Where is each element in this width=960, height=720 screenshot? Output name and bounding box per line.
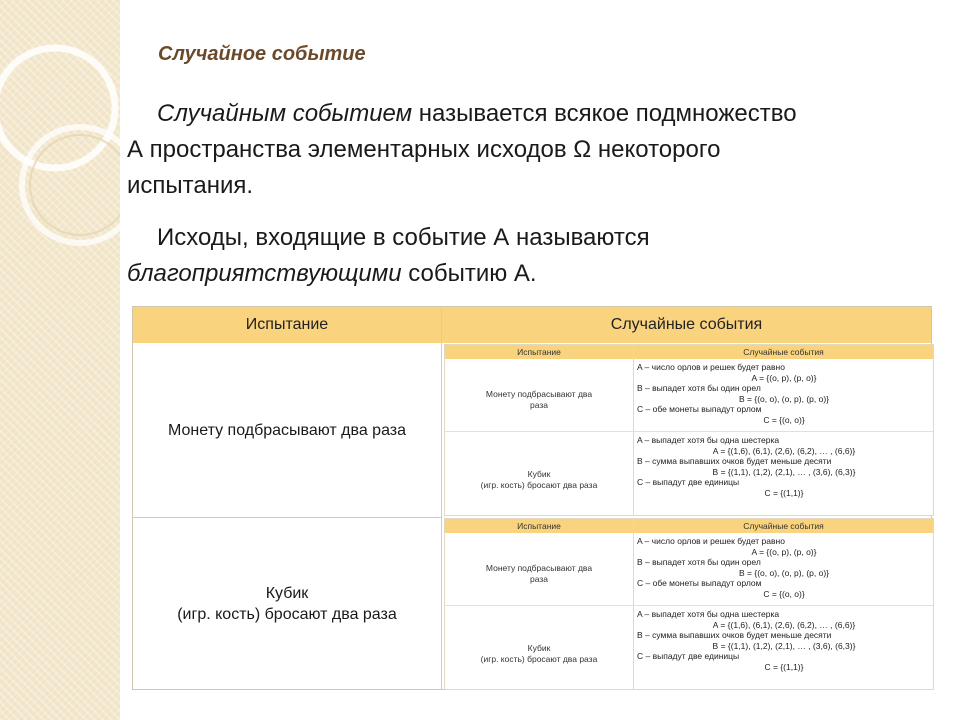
row-die-label: Кубик (игр. кость) бросают два раза	[177, 584, 397, 623]
table-header	[133, 307, 931, 343]
definition-paragraph: Случайным событием называется всякое подмножество А пространства элементарных исходов Ω некоторого испытания.	[127, 100, 797, 199]
embedded-coin-label: Монету подбрасывают два раза	[485, 563, 593, 584]
embedded-table-1	[444, 344, 934, 516]
embedded-coin-label: Монету подбрасывают два раза	[485, 389, 593, 410]
header-random-events: Случайные события	[610, 316, 763, 333]
header-trial: Испытание	[245, 316, 329, 333]
favorable-outcomes-paragraph: Исходы, входящие в событие А называются благоприятствующими событию А.	[127, 224, 650, 287]
coin-events-text: A – число орлов и решек будет равно A = {(о, р), (р, о)} B – выпадет хотя бы один орел B = {(о, о), (о, р), (р, о)} C – обе монеты выпадут орлом C = {(о, о)}	[637, 362, 829, 425]
row-coin-label: Монету подбрасывают два раза	[167, 421, 407, 439]
embedded-die-label: Кубик (игр. кость) бросают два раза	[480, 469, 598, 490]
slide-title: Случайное событие	[158, 43, 366, 65]
embedded-table-2	[444, 518, 934, 690]
decorative-rings	[0, 0, 120, 720]
term-random-event: Случайным событием	[157, 100, 413, 127]
embedded-table-header: Испытание Случайные события	[445, 519, 933, 533]
embedded-die-label: Кубик (игр. кость) бросают два раза	[480, 643, 598, 664]
decorative-side-panel	[0, 0, 120, 720]
embedded-table-header: Испытание Случайные события	[445, 345, 933, 359]
term-favorable: благоприятствующими	[127, 260, 402, 287]
die-events-text: A – выпадет хотя бы одна шестерка A = {(1,6), (6,1), (2,6), (6,2), … , (6,6)} B – сумма выпавших очков будет меньше десяти B = {(1,1), (1,2), (2,1), … , (3,6), (6,3)} C – выпадут две единицы C = {(1,1)}	[637, 609, 856, 672]
coin-events-text: A – число орлов и решек будет равно A = {(о, р), (р, о)} B – выпадет хотя бы один орел B = {(о, о), (о, р), (р, о)} C – обе монеты выпадут орлом C = {(о, о)}	[637, 536, 829, 599]
column-divider	[441, 307, 442, 689]
die-events-text: A – выпадет хотя бы одна шестерка A = {(1,6), (6,1), (2,6), (6,2), … , (6,6)} B – сумма выпавших очков будет меньше десяти B = {(1,1), (1,2), (2,1), … , (3,6), (6,3)} C – выпадут две единицы C = {(1,1)}	[637, 435, 856, 498]
